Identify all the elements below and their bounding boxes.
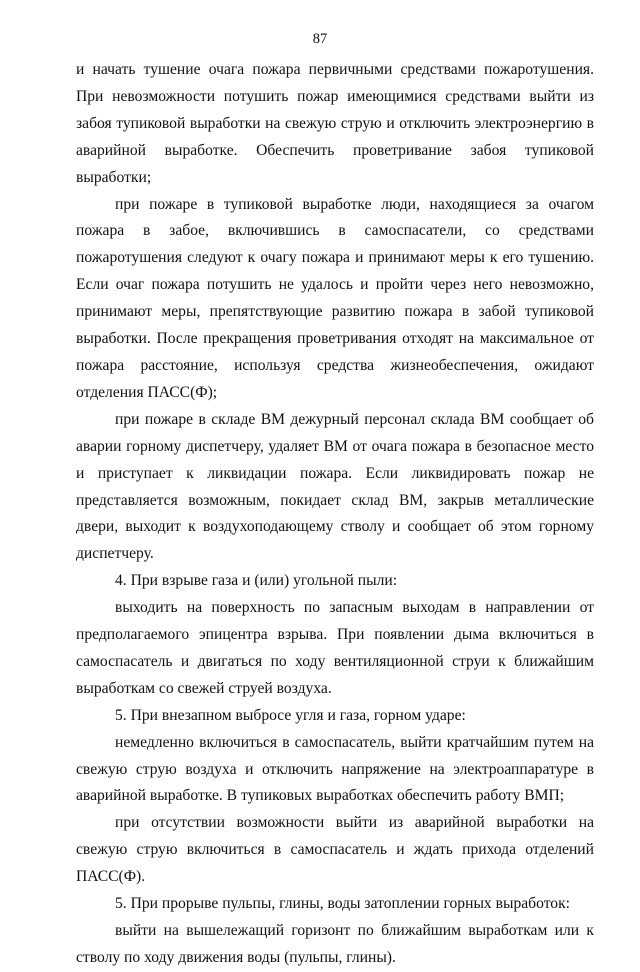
heading-gas-explosion: 4. При взрыве газа и (или) угольной пыли: — [115, 572, 398, 590]
paragraph-gas-explosion-actions: выходить на поверхность по запасным выходам в направлении от предполагаемого эпицентра взрыва. При появлении дыма включиться в самоспасатель и двигаться по ходу вентиляционной струи к ближайшим выработкам со свежей струей воздуха. — [76, 599, 594, 697]
paragraph-outburst-actions: немедленно включиться в самоспасатель, выйти кратчайшим путем на свежую струю воздуха и отключить напряжение на электроаппаратуре в аварийной выработке. В тупиковых выработках обеспечить работу ВМП; — [76, 733, 594, 805]
heading-outburst: 5. При внезапном выбросе угля и газа, горном ударе: — [115, 706, 466, 724]
heading-flooding: 5. При прорыве пульпы, глины, воды затоплении горных выработок: — [115, 895, 571, 913]
body-text — [76, 57, 594, 972]
paragraph-flooding-actions: выйти на вышележащий горизонт по ближайшим выработкам или к стволу по ходу движения воды (пульпы, глины). — [76, 922, 594, 966]
paragraph-dead-end-fire: при пожаре в тупиковой выработке люди, находящиеся за очагом пожара в забое, включившись в самоспасатели, со средствами пожаротушения следуют к очагу пожара и принимают меры к его тушению. Если очаг пожара потушить не удалось и пройти через него невозможно, принимают меры, препятствующие развитию пожара в забой тупиковой выработки. После прекращения проветривания отходят на максимальное от пожара расстояние, используя средства жизнеобеспечения, ожидают отделения ПАСС(Ф); — [76, 195, 594, 401]
paragraph-continuation: и начать тушение очага пожара первичными средствами пожаротушения. При невозможности потушить пожар имеющимися средствами выйти из забоя тупиковой выработки на свежую струю и отключить электроэнергию в аварийной выработке. Обеспечить проветривание забоя тупиковой выработки; — [76, 61, 594, 186]
page-number: 87 — [312, 31, 328, 47]
paragraph-explosives-storage-fire: при пожаре в складе ВМ дежурный персонал склада ВМ сообщает об аварии горному диспетчеру, удаляет ВМ от очага пожара в безопасное место и приступает к ликвидации пожара. Если ликвидировать пожар не представляется возможным, покидает склад ВМ, закрыв металлические двери, выходит к воздухоподающему стволу и сообщает об этом горному диспетчеру. — [76, 410, 594, 563]
paragraph-outburst-no-exit: при отсутствии возможности выйти из аварийной выработки на свежую струю включиться в самоспасатель и ждать прихода отделений ПАСС(Ф). — [76, 814, 594, 886]
